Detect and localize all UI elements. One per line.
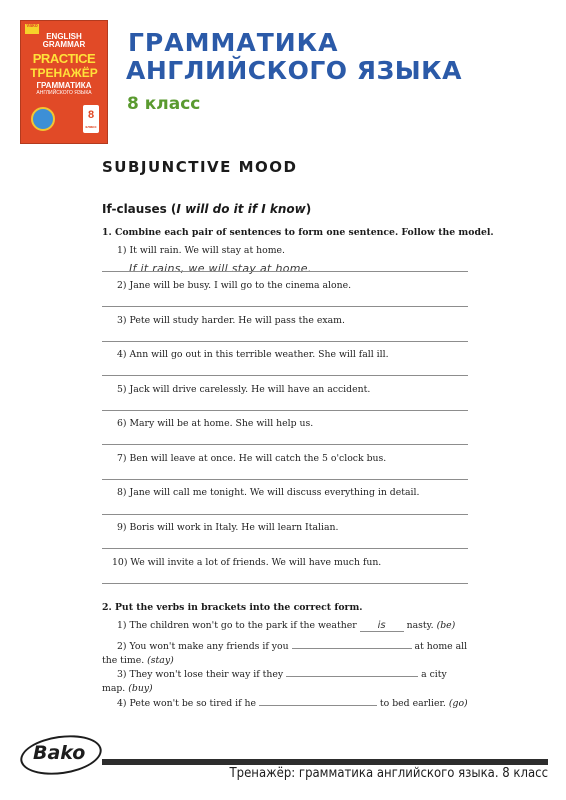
- answer-line[interactable]: [102, 410, 468, 411]
- answer-line[interactable]: [102, 271, 468, 272]
- footer-caption: Тренажёр: грамматика английского языка. 8 класс: [229, 766, 548, 781]
- cover-title-grammatika: ГРАММАТИКА: [36, 81, 92, 90]
- cover-title-practice: PRACTICE: [32, 51, 96, 66]
- footer-divider: [102, 759, 548, 765]
- globe-icon: [31, 107, 55, 131]
- exercise2-item-4: 4) Pete won't be so tired if he to bed earlier. (go): [102, 694, 468, 711]
- exercise1-item: 4) Ann will go out in this terrible weather. She will fall ill.: [117, 349, 389, 360]
- publisher-logo: Bako: [20, 733, 106, 779]
- exercise1-item: 5) Jack will drive carelessly. He will have an accident.: [117, 384, 371, 395]
- exercise1-item: 2) Jane will be busy. I will go to the cinema alone.: [117, 280, 352, 291]
- grade-label: 8 класс: [127, 94, 201, 114]
- page-title-line1: ГРАММАТИКА: [128, 28, 339, 57]
- answer-line[interactable]: [102, 444, 468, 445]
- exercise1-item: 3) Pete will study harder. He will pass the exam.: [117, 315, 345, 326]
- model-answer-handwritten: If it rains, we will stay at home.: [129, 262, 312, 275]
- filled-answer-blank[interactable]: is: [360, 620, 404, 632]
- answer-blank[interactable]: [286, 665, 418, 677]
- exercise2-item-1: 1) The children won't go to the park if the weather is nasty. (be): [117, 620, 456, 631]
- answer-line[interactable]: [102, 341, 468, 342]
- exercise2-item-2: 2) You won't make any friends if you at home all the time. (stay): [102, 637, 468, 668]
- cover-title-english: ENGLISH GRAMMAR: [42, 32, 86, 49]
- answer-blank[interactable]: [292, 637, 412, 649]
- answer-line[interactable]: [102, 548, 468, 549]
- exercise1-item: 9) Boris will work in Italy. He will learn Italian.: [117, 522, 339, 533]
- answer-line[interactable]: [102, 479, 468, 480]
- book-cover-image: [20, 20, 108, 144]
- answer-blank[interactable]: [259, 694, 377, 706]
- exercise2-instruction: 2. Put the verbs in brackets into the correct form.: [102, 602, 363, 613]
- exercise1-item: 1) It will rain. We will stay at home.: [117, 245, 285, 256]
- page-title-line2: АНГЛИЙСКОГО ЯЗЫКА: [126, 56, 462, 85]
- exercise2-item-3: 3) They won't lose their way if they a city map. (buy): [102, 665, 468, 696]
- cover-publisher-badge: Vako: [25, 24, 39, 34]
- subsection-title: If-clauses (I will do it if I know): [102, 202, 312, 216]
- answer-line[interactable]: [102, 306, 468, 307]
- exercise1-item: 8) Jane will call me tonight. We will discuss everything in detail.: [117, 487, 420, 498]
- exercise1-item: 10) We will invite a lot of friends. We will have much fun.: [112, 557, 382, 568]
- exercise1-instruction: 1. Combine each pair of sentences to form one sentence. Follow the model.: [102, 227, 494, 238]
- answer-line[interactable]: [102, 375, 468, 376]
- exercise1-item: 6) Mary will be at home. She will help us.: [117, 418, 314, 429]
- exercise1-item: 7) Ben will leave at once. He will catch the 5 o'clock bus.: [117, 453, 387, 464]
- cover-title-trenazher: ТРЕНАЖЁР: [30, 66, 98, 80]
- answer-line[interactable]: [102, 514, 468, 515]
- section-title: SUBJUNCTIVE MOOD: [102, 158, 298, 176]
- answer-line[interactable]: [102, 583, 468, 584]
- cover-title-language: АНГЛИЙСКОГО ЯЗЫКА: [36, 90, 92, 96]
- cover-grade-badge: 8 класс: [83, 105, 99, 133]
